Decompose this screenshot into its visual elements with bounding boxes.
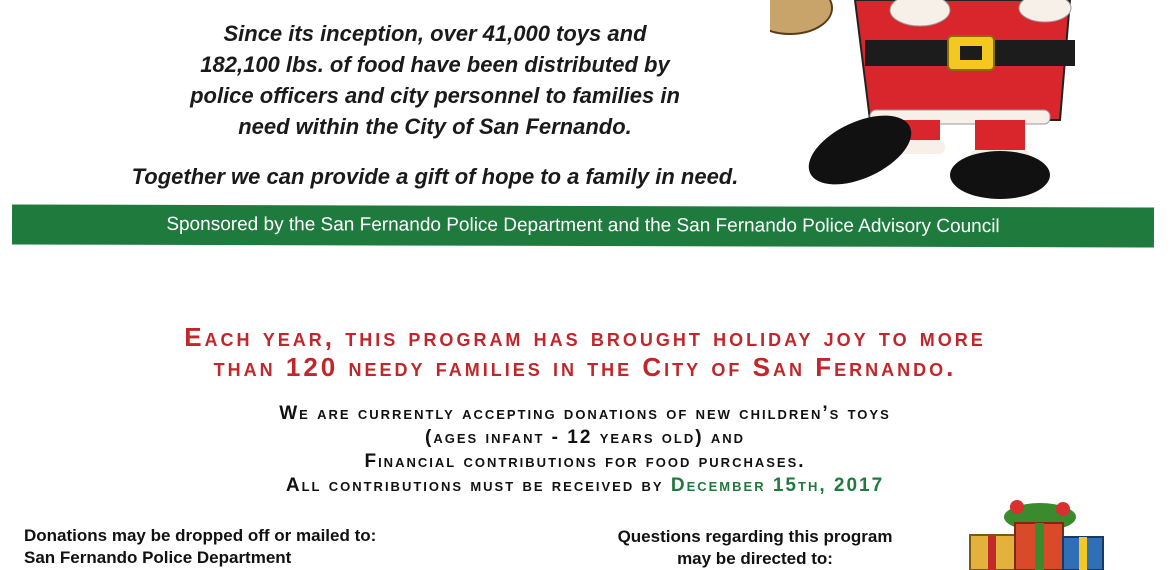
donation-line: (ages infant - 12 years old) and xyxy=(425,427,745,448)
tagline: Together we can provide a gift of hope to a family in need. xyxy=(131,164,739,189)
intro-line: need within the City of San Fernando. xyxy=(238,114,632,139)
headline-line: than 120 needy families in the City of San Fernando. xyxy=(213,352,957,382)
donation-line: Financial contributions for food purchases. xyxy=(364,451,806,472)
donation-line: We are currently accepting donations of new children’s toys xyxy=(279,403,891,424)
intro-paragraph xyxy=(160,18,710,142)
dropoff-info xyxy=(24,525,504,569)
donation-info xyxy=(60,402,1110,498)
questions-line: may be directed to: xyxy=(677,549,833,568)
gift-pile-illustration xyxy=(955,495,1115,570)
deadline-prefix: All contributions must be received by xyxy=(285,475,664,496)
sponsor-banner xyxy=(12,205,1154,248)
intro-line: police officers and city personnel to families in xyxy=(190,83,680,108)
questions-info xyxy=(590,526,920,570)
questions-line: Questions regarding this program xyxy=(617,527,893,546)
dropoff-label: Donations may be dropped off or mailed to: xyxy=(24,526,377,545)
dropoff-org: San Fernando Police Department xyxy=(24,548,292,567)
santa-illustration xyxy=(770,0,1170,200)
deadline-line xyxy=(60,474,1110,498)
intro-line: 182,100 lbs. of food have been distributed by xyxy=(200,52,670,77)
headline-line: Each year, this program has brought holiday joy to more xyxy=(184,322,986,352)
intro-line: Since its inception, over 41,000 toys and xyxy=(223,21,647,46)
headline xyxy=(30,322,1140,382)
deadline-date: December 15th, 2017 xyxy=(670,475,885,496)
sponsor-text: Sponsored by the San Fernando Police Department and the San Fernando Police Advisory Council xyxy=(166,213,1000,238)
